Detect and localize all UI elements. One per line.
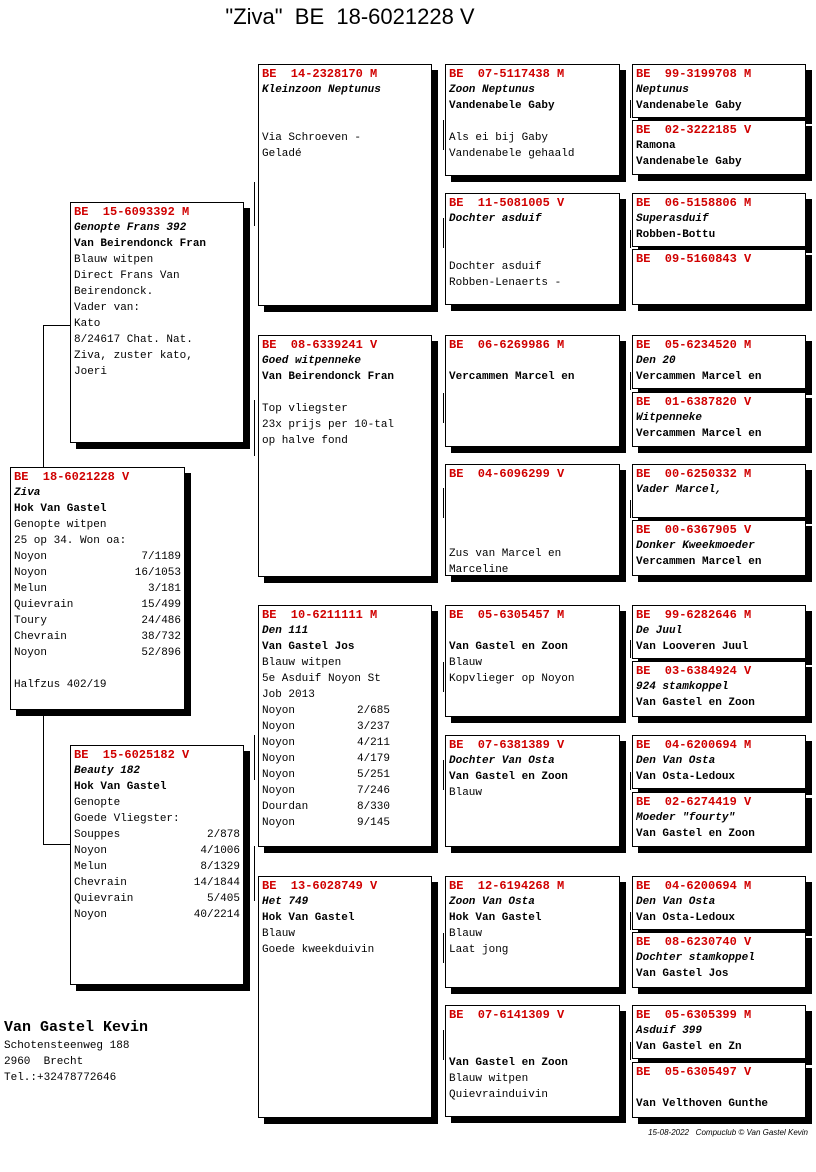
pigeon-note: Laat jong [449, 944, 509, 956]
connector-line [630, 500, 631, 518]
ring-number: BE 99-3199708 M [636, 67, 752, 81]
pigeon-card-gen5[interactable] [632, 464, 806, 518]
pigeon-loft: Van Beirendonck Fran [74, 238, 207, 250]
pigeon-card-gen4[interactable] [445, 735, 620, 847]
pigeon-name: Asduif 399 [636, 1025, 703, 1037]
ring-number: BE 01-6387820 V [636, 395, 752, 409]
pigeon-card-gen4[interactable] [445, 876, 620, 988]
race-result: Noyon 2/685 [262, 705, 390, 717]
race-result: Noyon 9/145 [262, 817, 390, 829]
pigeon-name: Genopte Frans 392 [74, 222, 187, 234]
connector-line [630, 912, 631, 930]
race-result: Souppes 2/878 [74, 829, 240, 841]
ring-number: BE 04-6200694 M [636, 738, 752, 752]
ring-number: BE 07-6141309 V [449, 1008, 565, 1022]
pigeon-loft: Hok Van Gastel [74, 781, 167, 793]
race-result: Chevrain 38/732 [14, 631, 181, 643]
race-result: Quievrain 15/499 [14, 599, 181, 611]
ring-number: BE 00-6367905 V [636, 523, 752, 537]
pigeon-note: Blauw [449, 928, 483, 940]
pigeon-loft: Van Gastel Jos [636, 968, 729, 980]
pigeon-note: Kato [74, 318, 101, 330]
connector-line [43, 325, 70, 326]
race-result: Noyon 5/251 [262, 769, 390, 781]
race-result: Noyon 7/246 [262, 785, 390, 797]
pigeon-loft: Van Looveren Juul [636, 641, 749, 653]
pigeon-note: Quievrainduivin [449, 1089, 549, 1101]
pigeon-note: Blauw witpen [449, 1073, 529, 1085]
pigeon-card-subject[interactable] [10, 467, 185, 710]
pigeon-name: Vader Marcel, [636, 484, 722, 496]
pigeon-loft: Van Gastel en Zoon [636, 828, 755, 840]
pigeon-note: Marceline [449, 564, 509, 576]
ring-number: BE 08-6339241 V [262, 338, 378, 352]
pigeon-name: Beauty 182 [74, 765, 141, 777]
pigeon-name: Den 20 [636, 355, 676, 367]
pigeon-name: Zoon Van Osta [449, 896, 535, 908]
pigeon-card-gen3[interactable] [258, 605, 432, 847]
pigeon-note: 25 op 34. Won oa: [14, 535, 127, 547]
race-result: Noyon 3/237 [262, 721, 390, 733]
connector-line [443, 218, 444, 248]
pigeon-card-gen5[interactable] [632, 876, 806, 930]
pigeon-note [449, 530, 616, 546]
pigeon-note: op halve fond [262, 435, 348, 447]
pigeon-card-gen5[interactable] [632, 735, 806, 789]
connector-line [443, 488, 444, 518]
ring-number: BE 08-6230740 V [636, 935, 752, 949]
ring-number: BE 07-6381389 V [449, 738, 565, 752]
pigeon-card-gen5[interactable] [632, 792, 806, 847]
pigeon-note [449, 1039, 616, 1055]
pigeon-loft: Hok Van Gastel [14, 503, 107, 515]
race-result: Quievrain 5/405 [74, 893, 240, 905]
connector-line [630, 100, 631, 118]
pigeon-note: Joeri [74, 366, 108, 378]
connector-line [443, 393, 444, 423]
pigeon-note: Top vliegster [262, 403, 348, 415]
ring-number: BE 13-6028749 V [262, 879, 378, 893]
pigeon-note: Job 2013 [262, 689, 315, 701]
pigeon-note: 5e Asduif Noyon St [262, 673, 381, 685]
pigeon-name: Dochter stamkoppel [636, 952, 755, 964]
footer [648, 1128, 808, 1137]
ring-number: BE 02-6274419 V [636, 795, 752, 809]
connector-line [630, 772, 631, 790]
pigeon-card-gen3[interactable] [258, 876, 432, 1118]
pigeon-note [262, 114, 428, 130]
pedigree-title: "Ziva" BE 18-6021228 V [225, 4, 475, 29]
pigeon-note [449, 498, 616, 514]
pigeon-note [449, 243, 616, 259]
race-result: Noyon 16/1053 [14, 567, 181, 579]
pigeon-loft: Hok Van Gastel [449, 912, 542, 924]
pigeon-loft: Van Gastel en Zoon [449, 1057, 568, 1069]
pigeon-loft: Van Gastel Jos [262, 641, 355, 653]
pigeon-card-gen5[interactable] [632, 605, 806, 659]
ring-number: BE 15-6025182 V [74, 748, 190, 762]
pigeon-loft: Hok Van Gastel [262, 912, 355, 924]
pigeon-note: Blauw [262, 928, 296, 940]
race-result: Noyon 4/1006 [74, 845, 240, 857]
pigeon-note: Ramona [636, 140, 676, 152]
pigeon-note: Goede Vliegster: [74, 813, 180, 825]
pigeon-loft: Van Osta-Ledoux [636, 912, 736, 924]
owner-name: Van Gastel Kevin [4, 1019, 149, 1036]
pigeon-note [449, 514, 616, 530]
pigeon-note: Beirendonck. [74, 286, 154, 298]
pigeon-name: Zoon Neptunus [449, 84, 535, 96]
pigeon-name: Ziva [14, 487, 41, 499]
pigeon-name: Neptunus [636, 84, 689, 96]
pigeon-card-gen5[interactable] [632, 193, 806, 247]
pigeon-loft: Van Gastel en Zn [636, 1041, 742, 1053]
pigeon-note: Zus van Marcel en [449, 548, 562, 560]
pigeon-note: Genopte [74, 797, 121, 809]
connector-line [443, 662, 444, 692]
ring-number: BE 07-5117438 M [449, 67, 565, 81]
race-result: Noyon 40/2214 [74, 909, 240, 921]
pigeon-loft: Vercammen Marcel en [636, 428, 762, 440]
connector-line [443, 760, 444, 790]
connector-line [254, 400, 255, 456]
ring-number: BE 04-6096299 V [449, 467, 565, 481]
pigeon-name: Dochter asduif [449, 213, 542, 225]
pigeon-card-gen5[interactable] [632, 1005, 806, 1059]
pigeon-note: Ziva, zuster kato, [74, 350, 193, 362]
connector-line [443, 933, 444, 963]
pigeon-note: 23x prijs per 10-tal [262, 419, 395, 431]
pigeon-note: Geladé [262, 148, 302, 160]
pigeon-loft: Vandenabele Gaby [636, 100, 742, 112]
race-result: Noyon 4/211 [262, 737, 390, 749]
ring-number: BE 04-6200694 M [636, 879, 752, 893]
pigeon-note: Blauw witpen [262, 657, 342, 669]
pigeon-name: 924 stamkoppel [636, 681, 729, 693]
connector-line [630, 640, 631, 658]
pigeon-note: Via Schroeven - [262, 132, 362, 144]
ring-number: BE 05-6305457 M [449, 608, 565, 622]
pigeon-card-gen5[interactable] [632, 64, 806, 118]
ring-number: BE 05-6234520 M [636, 338, 752, 352]
pigeon-note [449, 227, 616, 243]
pigeon-note: Goede kweekduivin [262, 944, 375, 956]
pigeon-note [262, 98, 428, 114]
ring-number: BE 11-5081005 V [449, 196, 565, 210]
ring-number: BE 12-6194268 M [449, 879, 565, 893]
pigeon-card-gen4[interactable] [445, 605, 620, 717]
footer-date: 15-08-2022 [648, 1128, 689, 1137]
pigeon-name: Den 111 [262, 625, 309, 637]
pigeon-name: Dochter Van Osta [449, 755, 555, 767]
pigeon-name: Den Van Osta [636, 896, 716, 908]
race-result: Chevrain 14/1844 [74, 877, 240, 889]
owner-phone: Tel.:+32478772646 [4, 1072, 117, 1084]
pigeon-card-sire[interactable] [70, 202, 244, 443]
pigeon-card-gen4[interactable] [445, 464, 620, 576]
pigeon-loft: Van Gastel en Zoon [636, 697, 755, 709]
ring-number: BE 18-6021228 V [14, 470, 130, 484]
pigeon-card-gen5[interactable] [632, 392, 806, 447]
pigeon-card-gen4[interactable] [445, 193, 620, 305]
pigeon-name: Moeder "fourty" [636, 812, 736, 824]
pigeon-card-gen4[interactable] [445, 64, 620, 176]
pigeon-loft: Van Gastel en Zoon [449, 771, 568, 783]
pigeon-note: Blauw [449, 657, 483, 669]
pigeon-loft: Van Osta-Ledoux [636, 771, 736, 783]
pigeon-note: Blauw [449, 787, 483, 799]
connector-line [443, 1030, 444, 1060]
ring-number: BE 06-6269986 M [449, 338, 565, 352]
pigeon-card-gen5[interactable] [632, 335, 806, 389]
pigeon-loft: Vercammen Marcel en [636, 556, 762, 568]
ring-number: BE 09-5160843 V [636, 252, 752, 266]
pigeon-loft: Robben-Bottu [636, 229, 716, 241]
connector-line [254, 846, 255, 901]
owner-info [4, 1018, 148, 1086]
pigeon-loft: Vandenabele Gaby [636, 156, 742, 168]
owner-street: Schotensteenweg 188 [4, 1040, 130, 1052]
pigeon-note: 8/24617 Chat. Nat. [74, 334, 193, 346]
footer-credit: Compuclub © Van Gastel Kevin [695, 1128, 808, 1137]
ring-number: BE 02-3222185 V [636, 123, 752, 137]
pigeon-note [449, 114, 616, 130]
pigeon-note: Halfzus 402/19 [14, 679, 107, 691]
ring-number: BE 00-6250332 M [636, 467, 752, 481]
race-result: Noyon 4/179 [262, 753, 390, 765]
pigeon-name: Witpenneke [636, 412, 703, 424]
pigeon-card-gen5[interactable] [632, 661, 806, 717]
connector-line [443, 120, 444, 150]
pigeon-card-gen3[interactable] [258, 64, 432, 306]
pigeon-name: Den Van Osta [636, 755, 716, 767]
race-result: Noyon 7/1189 [14, 551, 181, 563]
pigeon-card-gen3[interactable] [258, 335, 432, 577]
pigeon-loft: Vandenabele Gaby [449, 100, 555, 112]
pigeon-note: Genopte witpen [14, 519, 107, 531]
ring-number: BE 14-2328170 M [262, 67, 378, 81]
pigeon-note: Als ei bij Gaby [449, 132, 549, 144]
ring-number: BE 06-5158806 M [636, 196, 752, 210]
connector-line [43, 844, 70, 845]
race-result: Melun 3/181 [14, 583, 181, 595]
pigeon-card-gen5[interactable] [632, 1062, 806, 1118]
connector-line [630, 230, 631, 248]
ring-number: BE 15-6093392 M [74, 205, 190, 219]
pigeon-card-gen5[interactable] [632, 520, 806, 576]
pigeon-note: Dochter asduif [449, 261, 542, 273]
ring-number: BE 99-6282646 M [636, 608, 752, 622]
connector-line [254, 735, 255, 780]
pigeon-card-gen5[interactable] [632, 249, 806, 305]
pigeon-loft: Vercammen Marcel en [449, 371, 575, 383]
ring-number: BE 05-6305399 M [636, 1008, 752, 1022]
pigeon-card-gen5[interactable] [632, 932, 806, 988]
pigeon-card-dam[interactable] [70, 745, 244, 985]
pigeon-note: Direct Frans Van [74, 270, 180, 282]
pigeon-note: Blauw witpen [74, 254, 154, 266]
race-result: Noyon 52/896 [14, 647, 181, 659]
pigeon-note: Robben-Lenaerts - [449, 277, 562, 289]
pigeon-name: Donker Kweekmoeder [636, 540, 755, 552]
pigeon-note: Kopvlieger op Noyon [449, 673, 575, 685]
pigeon-name: Kleinzoon Neptunus [262, 84, 381, 96]
race-result: Toury 24/486 [14, 615, 181, 627]
connector-line [254, 182, 255, 226]
ring-number: BE 03-6384924 V [636, 664, 752, 678]
pigeon-note [449, 623, 616, 639]
pigeon-note [636, 1080, 802, 1096]
pigeon-name: Superasduif [636, 213, 709, 225]
connector-line [43, 712, 44, 844]
pigeon-name: De Juul [636, 625, 683, 637]
pigeon-note: Vader van: [74, 302, 141, 314]
race-result: Dourdan 8/330 [262, 801, 390, 813]
pigeon-loft: Vercammen Marcel en [636, 371, 762, 383]
connector-line [630, 1042, 631, 1060]
pigeon-loft: Van Beirendonck Fran [262, 371, 395, 383]
pigeon-note: Vandenabele gehaald [449, 148, 575, 160]
pigeon-loft: Van Gastel en Zoon [449, 641, 568, 653]
connector-line [630, 372, 631, 390]
pigeon-name: Het 749 [262, 896, 309, 908]
pigeon-note [449, 353, 616, 369]
owner-city: 2960 Brecht [4, 1056, 84, 1068]
pigeon-note [262, 385, 428, 401]
pigeon-note [449, 1023, 616, 1039]
pigeon-name: Goed witpenneke [262, 355, 362, 367]
race-result: Melun 8/1329 [74, 861, 240, 873]
pigeon-note [449, 482, 616, 498]
pigeon-loft: Van Velthoven Gunthe [636, 1098, 769, 1110]
ring-number: BE 05-6305497 V [636, 1065, 752, 1079]
pigeon-card-gen4[interactable] [445, 1005, 620, 1117]
connector-line [43, 325, 44, 469]
pigeon-card-gen4[interactable] [445, 335, 620, 447]
ring-number: BE 10-6211111 M [262, 608, 378, 622]
pigeon-card-gen5[interactable] [632, 120, 806, 175]
